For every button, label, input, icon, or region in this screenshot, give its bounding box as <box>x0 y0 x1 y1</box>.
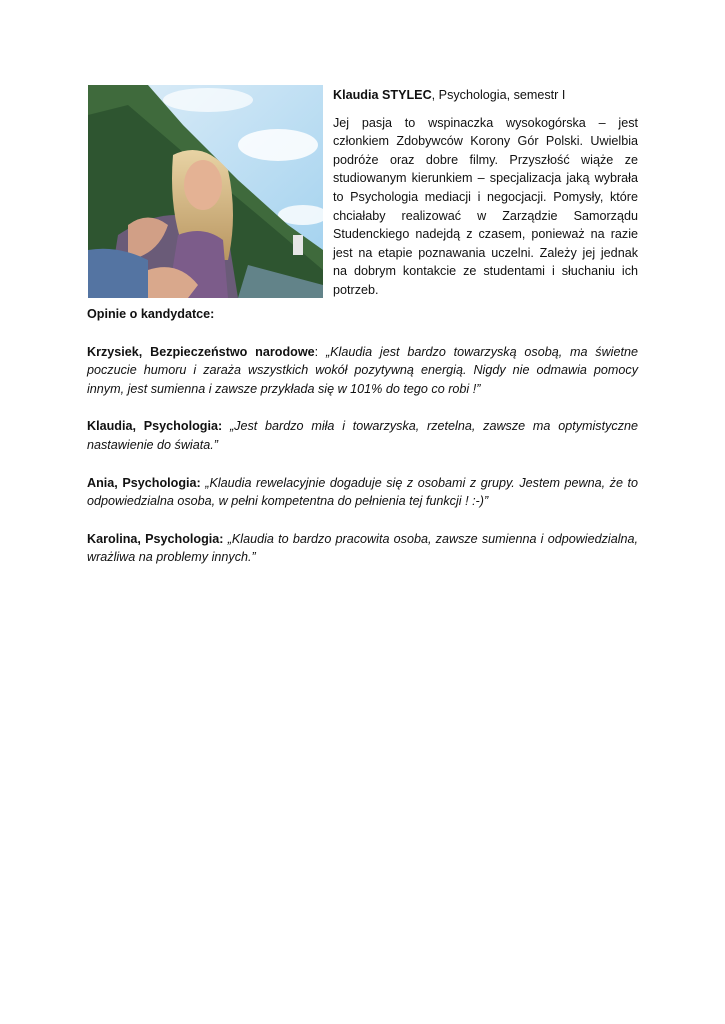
opinion-quote: „Jest bardzo miła i towarzyska, rzetelna, zawsze ma optymistyczne nastawienie do świata.” <box>87 419 638 452</box>
candidate-name: Klaudia STYLEC <box>333 88 432 102</box>
candidate-photo <box>88 85 323 298</box>
opinion-author: Krzysiek, Bezpieczeństwo narodowe <box>87 344 315 359</box>
candidate-details: , Psychologia, semestr I <box>431 88 566 102</box>
opinion-quote: „Klaudia rewelacyjnie dogaduje się z osobami z grupy. Jestem pewna, że to odpowiedzialna osoba, w pełni kompetentna do pełnienia tej funkcji ! :-)” <box>87 475 639 509</box>
opinion-author: Klaudia, Psychologia: <box>87 419 223 434</box>
candidate-intro <box>333 86 638 300</box>
opinion-quote: „Klaudia to bardzo pracowita osoba, zawsze sumienna i odpowiedzialna, wrażliwa na problemy innych.” <box>87 531 639 565</box>
opinion-separator: : <box>314 344 326 359</box>
opinion-item <box>87 417 638 454</box>
candidate-bio: Jej pasja to wspinaczka wysokogórska – jest członkiem Zdobywców Korony Gór Polski. Uwielbia podróże oraz dobre filmy. Przyszłość wiąże ze studiowanym kierunkiem – specjalizacja jaką wybrała to Psychologia mediacji i negocjacji. Pomysły, które chciałaby realizować w Zarządzie Samorządu Studenckiego nadejdą z czasem, ponieważ na razie jest na etapie poznawania uczelni. Zależy jej jednak na dobrym kontakcie ze studentami i słuchaniu ich potrzeb. <box>333 115 638 297</box>
opinions-heading: Opinie o kandydatce: <box>87 307 215 321</box>
opinion-item <box>87 474 638 511</box>
opinion-author: Ania, Psychologia: <box>87 475 201 490</box>
opinion-author: Karolina, Psychologia: <box>87 531 224 546</box>
opinions-section <box>87 305 638 586</box>
opinion-separator <box>222 419 230 433</box>
opinion-item <box>87 530 638 567</box>
opinion-item <box>87 343 638 399</box>
opinion-quote: „Klaudia jest bardzo towarzyską osobą, ma świetne poczucie humoru i zaraża wszystkich wokół pozytywną energią. Nigdy nie odmawia pomocy innym, jest sumienna i zawsze przykłada się w 101% do tego co robi !” <box>87 344 638 396</box>
candidate-heading <box>333 86 638 105</box>
